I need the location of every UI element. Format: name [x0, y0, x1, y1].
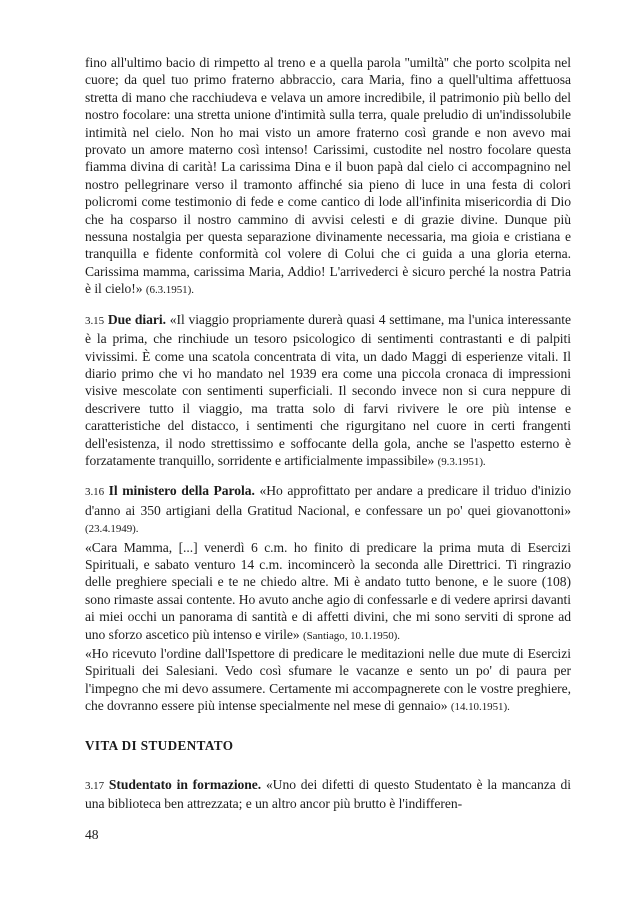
paragraph-text: «Uno dei difetti di questo Studentato è la mancanza di una biblioteca ben attrezzata; e un altro ancor più brutto è l'indifferen-	[85, 777, 571, 812]
date-citation: (Santiago, 10.1.1950).	[303, 629, 400, 642]
paragraph-number: 3.17	[85, 780, 105, 792]
paragraph-text: «Il viaggio propriamente durerà quasi 4 settimane, ma l'unica interessante è la prima, che rinchiude un tesoro psicologico di sentimenti contrastanti e di palpiti vivissimi. È come una scatola concentrata di vita, un dado Maggi di esperienze vitali. Il diario primo che vi ho mandato nel 1939 era come una piccola cronaca di impressioni visive mescolate con sentimenti superficiali. Il secondo invece non si cura neppure di descrivere tutto il viaggio, ma tratta solo di farvi rivivere le ore più intense e caratteristiche del distacco, i sentimenti che rigurgitano nel cuore in certi frangenti dell'esistenza, il nodo strettissimo e soffocante della gola, anche se l'aspetto esterno è forzatamente tranquillo, sorridente e artificialmente impassibile»	[85, 311, 571, 468]
date-citation: (6.3.1951).	[145, 284, 194, 297]
paragraph-number: 3.15	[85, 314, 105, 327]
paragraph-3-15	[85, 311, 571, 472]
paragraph-3-16	[85, 482, 571, 538]
date-citation: (23.4.1949).	[85, 523, 139, 536]
paragraph-letter-continuation	[85, 54, 571, 300]
quote-block	[85, 645, 571, 717]
paragraph-3-17	[85, 776, 571, 813]
paragraph-text: «Ho approfittato per andare a predicare il triduo d'inizio d'anno ai 350 artigiani della Gratitud Nacional, e confessare un po' quei giovanottoni»	[85, 483, 572, 518]
paragraph-number: 3.16	[85, 486, 105, 499]
paragraph-3-17-block	[85, 776, 571, 813]
paragraph-heading: Studentato in formazione.	[108, 777, 262, 792]
date-citation: (9.3.1951).	[437, 455, 486, 468]
quote-text: «Cara Mamma, [...] venerdì 6 c.m. ho finito di predicare la prima muta di Esercizi Spirituali, e sabato venturo 14 c.m. incomincerò la seconda alle Direttrici. Ti ringrazio delle preghiere speciali e te ne chiedo altre. Mi è andato tutto benone, e le suore (108) sono rimaste assai contente. Ho avuto anche agio di confessarle e di vedere aprirsi davanti ai miei occhi un panorama di santità e di affetti divini, che mi sono serviti di sprone ad uno sforzo ascetico più intenso e virile»	[85, 539, 571, 642]
page-number: 48	[85, 827, 99, 842]
paragraph-text: fino all'ultimo bacio di rimpetto al treno e a quella parola ''umiltà'' che porto scolpita nel cuore; da quel tuo primo fraterno abbraccio, cara Maria, fino a quell'ultima affettuosa stretta di mano che racchiudeva e velava un amore incredibile, il patrimonio più bello del nostro focolare: una stretta unione d'intimità sulla terra, quale preludio di un'indissolubile intimità nel cielo. Non ho mai visto un amore fraterno così grande e non avevo mai provato un amore materno così intenso! Carissimi, custodite nel nostro focolare questa fiamma divina di carità! La carissima Dina e il buon papà dal cielo ci accompagnino nel nostro pellegrinare verso il tramonto affinché sia pieno di luce in una festa di colori policromi come testimonio di fede e come cantico di lode all'infinita misericordia di Dio che ha cosparso il nostro cammino di avvisi celesti e di grazie divine. Dunque più nessuna nostalgia per questa separazione divinamente necessaria, ma gioia e cristiana e tranquilla e fidente conformità col volere di Colui che ci guida a una gloria eterna. Carissima mamma, carissima Maria, Addio! L'arrivederci è sicuro perché la nostra Patria è il cielo!»	[85, 55, 571, 297]
section-heading: VITA DI STUDENTATO	[85, 738, 234, 753]
date-citation: (14.10.1951).	[450, 701, 510, 714]
paragraph-heading: Due diari.	[107, 311, 166, 327]
quote-block	[85, 539, 571, 645]
page-body	[85, 54, 571, 717]
paragraph-heading: Il ministero della Parola.	[108, 483, 255, 499]
quote-text: «Ho ricevuto l'ordine dall'Ispettore di predicare le meditazioni nelle due mute di Esercizi Spirituali dei Salesiani. Vedo così sfumare le vacanze e sento un po' di paura per l'impegno che mi devo assumere. Certamente mi accompagnerete con le vostre preghiere, che dovranno essere più intense specialmente nel mese di gennaio»	[85, 646, 571, 714]
